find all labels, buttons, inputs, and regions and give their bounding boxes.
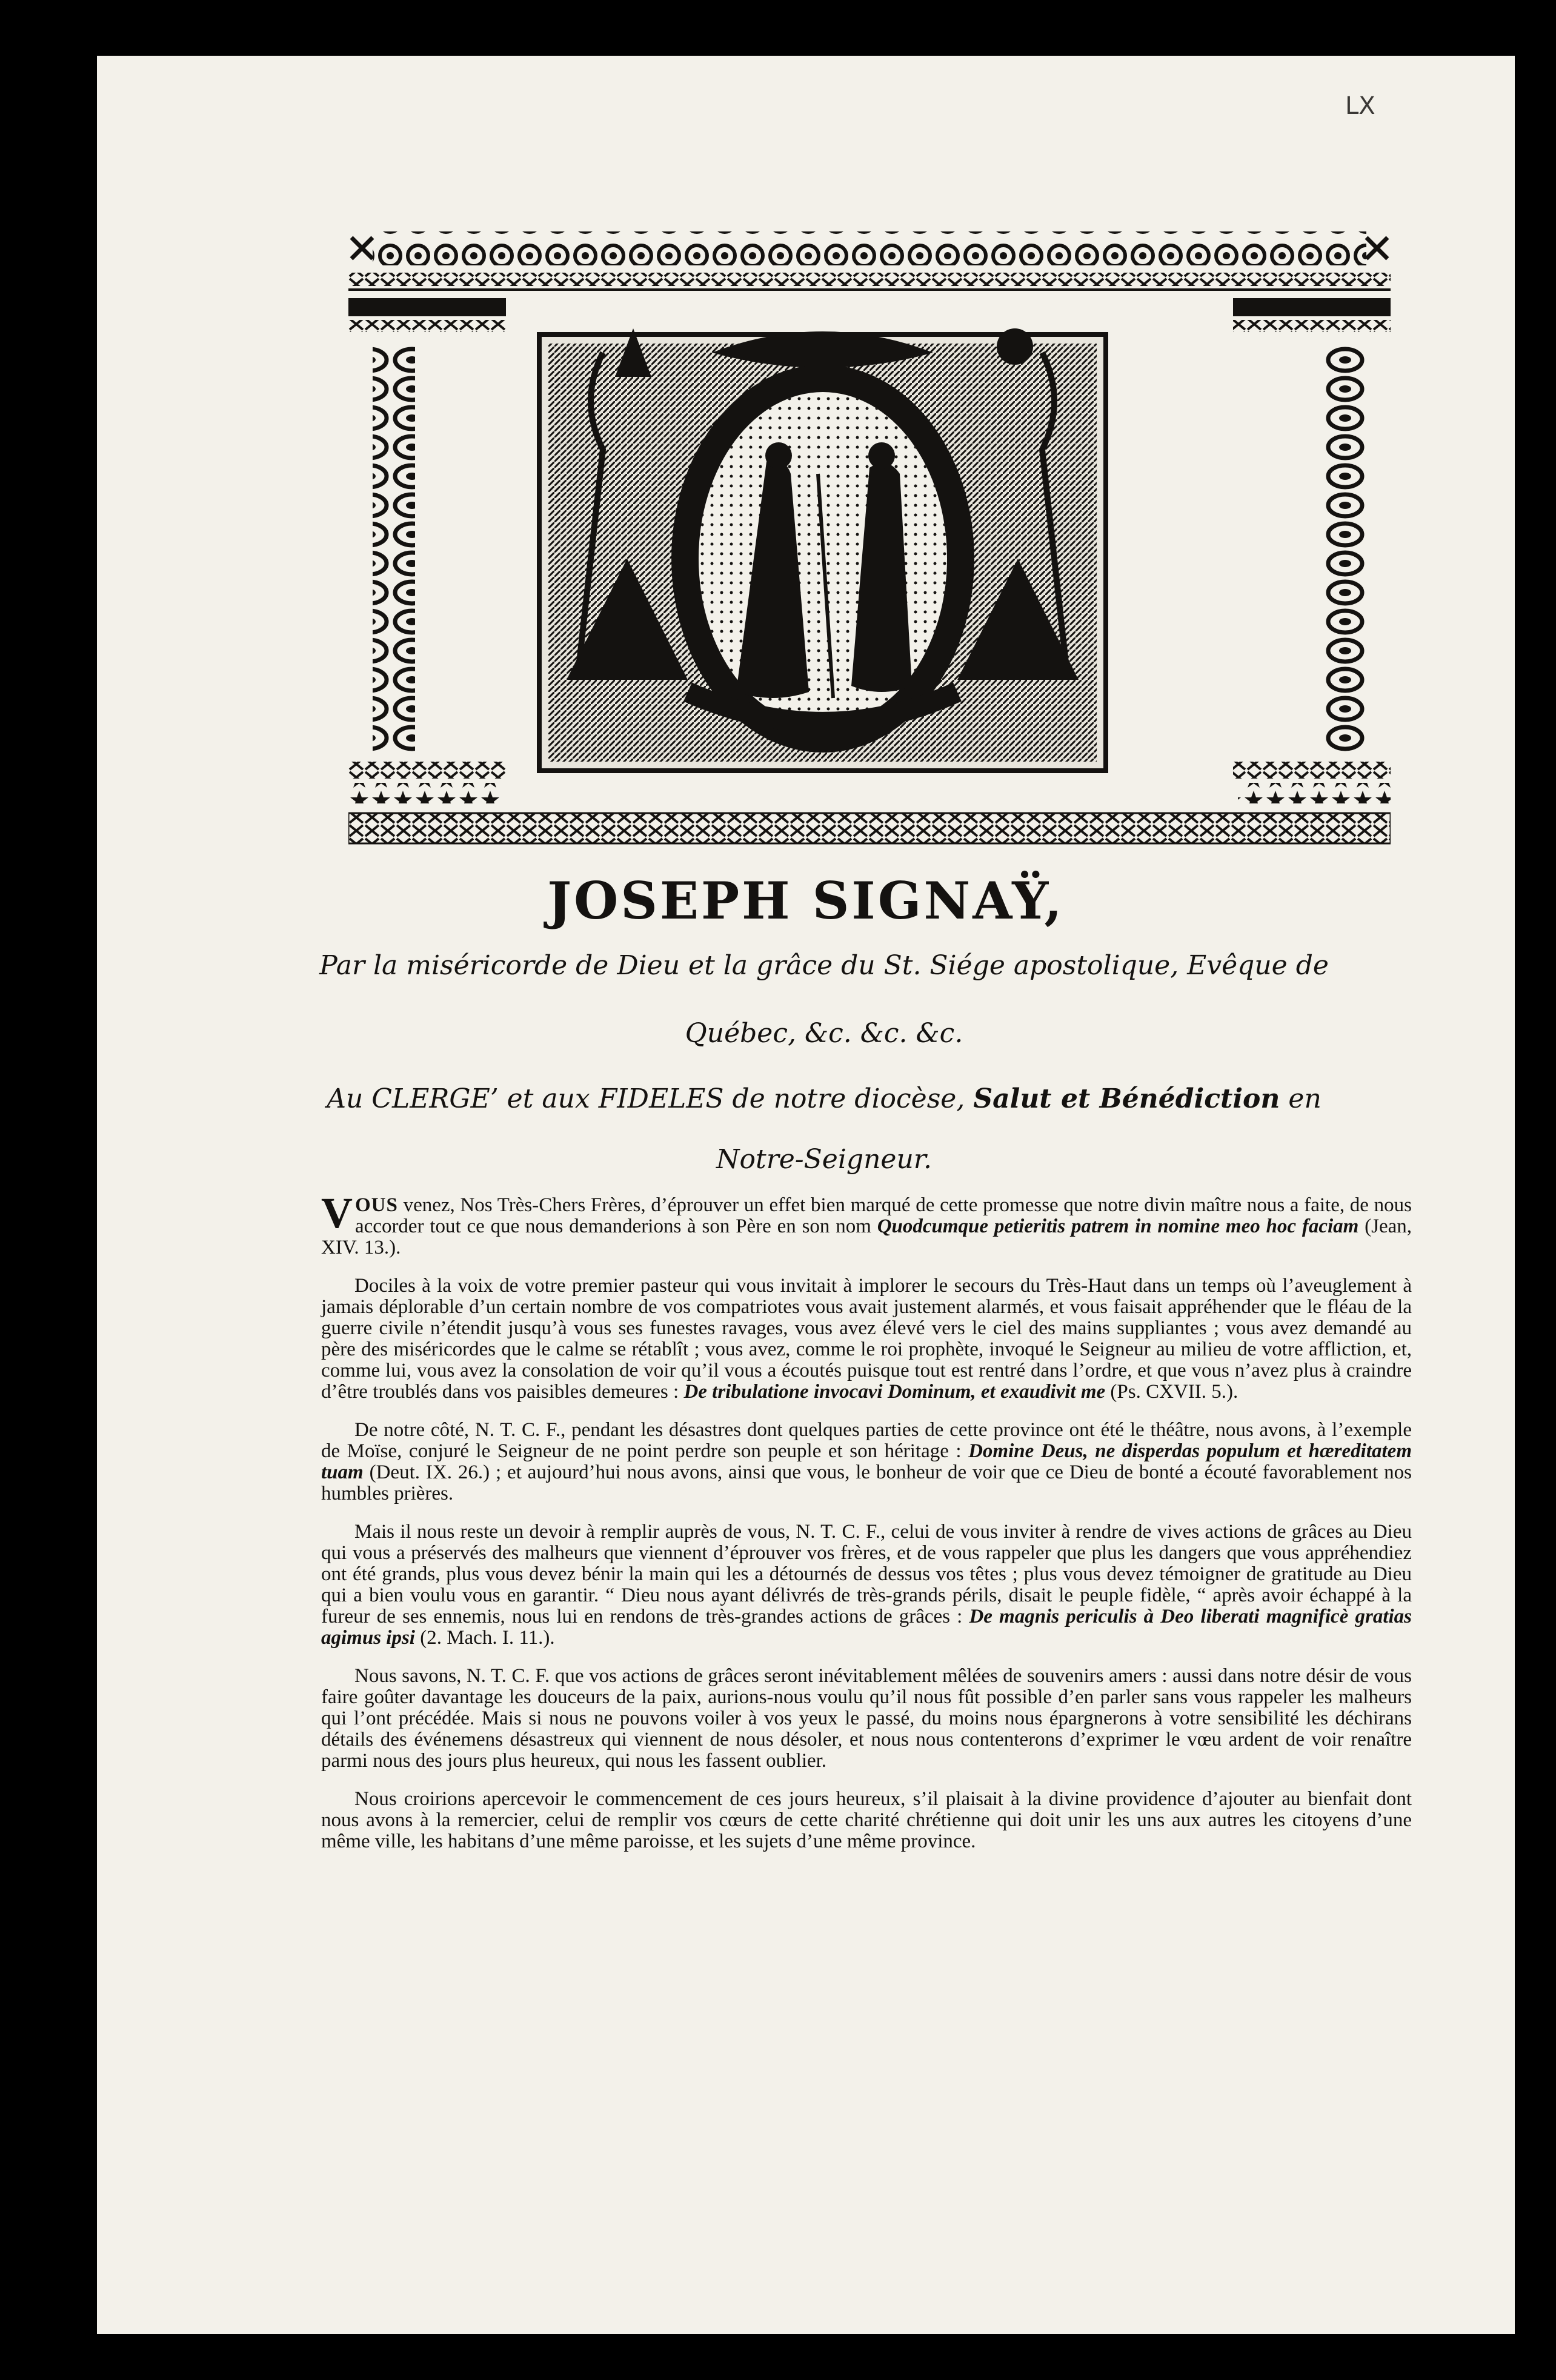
paragraph-1-latin: Quodcumque petieritis patrem in nomine meo hoc faciam (877, 1215, 1359, 1237)
paragraph-3-latin: Domine Deus, ne disperdas populum et hæreditatem tuam (321, 1440, 1412, 1483)
ornamental-header-frame (348, 171, 1391, 849)
title-line-2: Québec, &c. &c. &c. (685, 1018, 963, 1049)
paragraph-5-text: Nous savons, N. T. C. F. que vos actions de grâces seront inévitablement mêlées de souvenirs amers : aussi dans notre désir de vous faire goûter davantage les douceurs de la paix, aurions-nous voulu qu’il nous fût possible d’en parler sans vous rappeler les malheurs qui l’ont précédée. Mais si nous ne pouvons voiler à vos yeux le passé, du moins nous épargnerons à votre sensibilité les déchirans détails des événemens désastreux qui viennent de nous désoler, et nous nous contenterons d’exprimer le vœu ardent de voir renaître parmi nous des jours plus heureux, qui nous les fassent oublier. (321, 1665, 1412, 1772)
salutation-part-3: en (1288, 1083, 1322, 1114)
paragraph-1-ref: (Jean, XIV. 13.). (321, 1215, 1412, 1258)
paragraph-2-latin: De tribulatione invocavi Dominum, et exaudivit me (683, 1381, 1106, 1403)
paragraph-2-ref: (Ps. CXVII. 5.). (1105, 1381, 1238, 1403)
paragraph-4-latin: De magnis periculis à Deo liberati magnificè gratias agimus ipsi (321, 1606, 1412, 1649)
paragraph-6 (321, 1789, 1412, 1852)
paragraph-1-lead: OUS (355, 1194, 398, 1216)
salutation-blessing: Salut et Bénédiction (973, 1083, 1280, 1114)
paragraph-2 (321, 1275, 1412, 1403)
paragraph-2-text: Dociles à la voix de votre premier pasteur qui vous invitait à implorer le secours du Très-Haut dans un temps où l’aveuglement à jamais déplorable d’un certain nombre de vos compatriotes vous avait justement alarmés, et vous faisait appréhender que le fléau de la guerre civile n’étendit jusqu’à vous ses funestes ravages, vous avez élevé vers le ciel des mains suppliantes ; vous avez demandé au père des miséricordes que le calme se rétablît ; vous avez, comme le roi prophète, invoqué le Seigneur au milieu de votre affliction, et, comme lui, vous avez la consolation de voir qu’il vous a écoutés puisque tout est rentré dans l’ordre, et que vous n’avez plus à craindre d’être troublés dans vos paisibles demeures : (321, 1275, 1412, 1403)
paragraph-3 (321, 1420, 1412, 1504)
dropcap: V (321, 1189, 353, 1237)
salutation-part-1: Au CLERGE’ et aux FIDELES de notre diocèse, (327, 1083, 965, 1114)
episcopal-coat-of-arms-icon (539, 328, 1106, 771)
paragraph-1-text: venez, Nos Très-Chers Frères, d’éprouver un effet bien marqué de cette promesse que notre divin maître nous a faite, de nous accorder tout ce que nous demanderions à son Père en son nom (355, 1194, 1412, 1237)
paragraph-4-text: Mais il nous reste un devoir à remplir auprès de vous, N. T. C. F., celui de vous inviter à rendre de vives actions de grâces au Dieu qui vous a préservés des malheurs que viennent d’éprouver vos frères, et de vous rappeler que plus les dangers que vous appréhendiez ont été grands, plus vous devez bénir la main qui les a détournés de dessus vos têtes ; plus vous devez témoigner de gratitude au Dieu qui a bien voulu vous en garantir. “ Dieu nous ayant délivrés de très-grands périls, disait le peuple fidèle, “ après avoir échappé à la fureur de ses ennemis, nous lui en rendons de très-grandes actions de grâces : (321, 1521, 1412, 1627)
letter-body (321, 1189, 1412, 1869)
paragraph-3-ref: (Deut. IX. 26.) ; et aujourd’hui nous avons, ainsi que vous, le bonheur de voir que ce Dieu de bonté a écouté favorablement nos humbles prières. (321, 1461, 1412, 1504)
salutation-line (291, 1085, 1357, 1114)
paragraph-3-text: De notre côté, N. T. C. F., pendant les désastres dont quelques parties de cette province ont été le théâtre, nous avons, à l’exemple de Moïse, conjuré le Seigneur de ne point perdre son peuple et son héritage : (321, 1419, 1412, 1462)
paragraph-1 (321, 1189, 1412, 1258)
ornament-border-icon (348, 171, 1391, 849)
title-line-1: Par la miséricorde de Dieu et la grâce du St. Siége apostolique, Evêque de (319, 950, 1329, 981)
paragraph-5 (321, 1666, 1412, 1772)
salutation-line-2: Notre-Seigneur. (716, 1144, 932, 1175)
marginal-note: LX (1345, 92, 1375, 120)
paragraph-6-text: Nous croirions apercevoir le commencement de ces jours heureux, s’il plaisait à la divine providence d’ajouter au bienfait dont nous avons à la remercier, celui de remplir vos cœurs de cette charité chrétienne qui doit unir les uns aux autres les citoyens d’une même ville, les habitans d’une même paroisse, et les sujets d’une même province. (321, 1788, 1412, 1852)
paragraph-4-ref: (2. Mach. I. 11.). (414, 1627, 555, 1649)
bishop-name-title: JOSEPH SIGNAŸ, (547, 871, 1065, 931)
paragraph-4 (321, 1521, 1412, 1649)
document-page (97, 56, 1515, 2334)
